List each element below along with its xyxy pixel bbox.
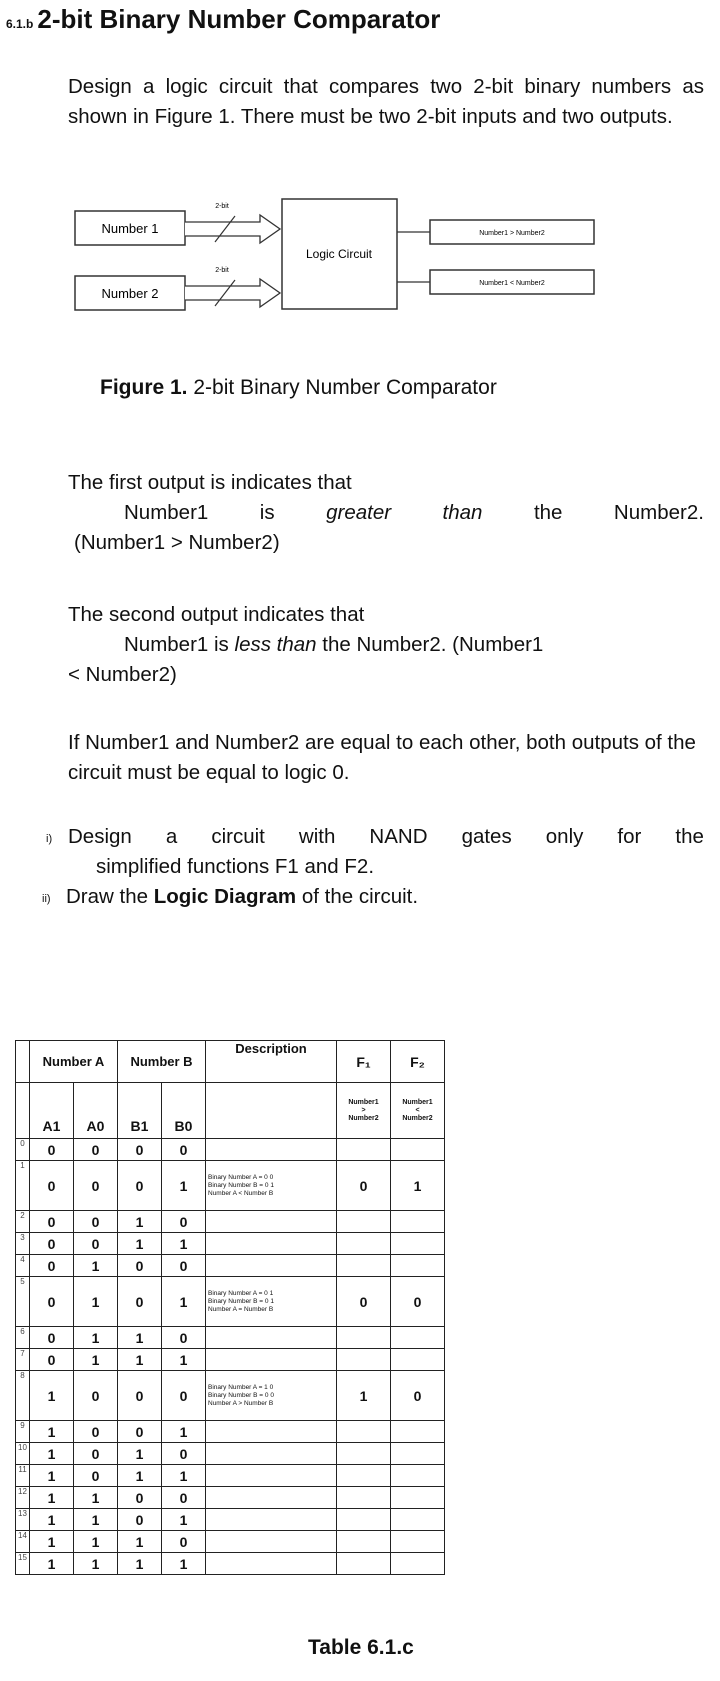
row-index: 3 xyxy=(16,1233,30,1255)
task-ii-marker: ii) xyxy=(42,893,51,905)
cell-a0: 1 xyxy=(74,1509,118,1531)
cell-f1 xyxy=(337,1487,391,1509)
task-ii-bold: Logic Diagram xyxy=(153,885,297,908)
cell-a1: 1 xyxy=(30,1509,74,1531)
task-i-word: Design xyxy=(68,825,132,848)
cell-f2 xyxy=(391,1553,445,1575)
cell-f1: 1 xyxy=(337,1371,391,1421)
truth-table-body xyxy=(16,1139,445,1575)
header-f2: F₂ xyxy=(391,1041,445,1083)
table-subheader-row xyxy=(16,1083,445,1139)
table-row xyxy=(16,1327,445,1349)
cell-b0: 0 xyxy=(162,1371,206,1421)
cell-a0: 1 xyxy=(74,1553,118,1575)
figure-caption xyxy=(100,376,497,400)
cell-a0: 1 xyxy=(74,1531,118,1553)
cell-f2: 0 xyxy=(391,1277,445,1327)
cell-f2 xyxy=(391,1465,445,1487)
cell-b1: 1 xyxy=(118,1553,162,1575)
p1-word: the xyxy=(533,501,563,524)
cell-b1: 0 xyxy=(118,1509,162,1531)
task-i-text xyxy=(68,822,704,852)
cell-description xyxy=(206,1233,337,1255)
cell-b0: 0 xyxy=(162,1443,206,1465)
cell-b1: 0 xyxy=(118,1371,162,1421)
cell-f2 xyxy=(391,1421,445,1443)
row-index: 1 xyxy=(16,1161,30,1211)
task-i-word: NAND xyxy=(369,825,428,848)
cell-b0: 0 xyxy=(162,1211,206,1233)
cell-a1: 1 xyxy=(30,1487,74,1509)
equal-paragraph: If Number1 and Number2 are equal to each other, both outputs of the circuit must be equal to logic 0. xyxy=(68,731,696,784)
cell-b0: 1 xyxy=(162,1465,206,1487)
cell-f1 xyxy=(337,1139,391,1161)
task-i-cont: simplified functions F1 and F2. xyxy=(96,855,375,878)
cell-b1: 1 xyxy=(118,1327,162,1349)
table-row xyxy=(16,1139,445,1161)
table-row xyxy=(16,1509,445,1531)
cell-a0: 1 xyxy=(74,1327,118,1349)
cell-a1: 1 xyxy=(30,1531,74,1553)
cell-a1: 0 xyxy=(30,1139,74,1161)
header-description: Description xyxy=(206,1041,337,1083)
cell-b0: 0 xyxy=(162,1487,206,1509)
cell-description xyxy=(206,1139,337,1161)
cell-a0: 0 xyxy=(74,1233,118,1255)
figure-caption-text: 2-bit Binary Number Comparator xyxy=(193,376,497,399)
cell-b1: 0 xyxy=(118,1161,162,1211)
cell-a0: 0 xyxy=(74,1443,118,1465)
row-index: 9 xyxy=(16,1421,30,1443)
p1-word: Number2. xyxy=(613,501,704,524)
cell-description xyxy=(206,1327,337,1349)
cell-b1: 0 xyxy=(118,1255,162,1277)
cell-b0: 0 xyxy=(162,1139,206,1161)
cell-b1: 1 xyxy=(118,1349,162,1371)
cell-a1: 1 xyxy=(30,1421,74,1443)
table-row xyxy=(16,1211,445,1233)
table-row xyxy=(16,1255,445,1277)
cell-f2: 1 xyxy=(391,1161,445,1211)
task-list xyxy=(42,822,704,912)
cell-f2 xyxy=(391,1233,445,1255)
cell-f1: 0 xyxy=(337,1277,391,1327)
cell-description xyxy=(206,1531,337,1553)
cell-description xyxy=(206,1421,337,1443)
cell-a0: 1 xyxy=(74,1255,118,1277)
cell-a1: 0 xyxy=(30,1255,74,1277)
cell-b0: 1 xyxy=(162,1553,206,1575)
output2-label: Number1 < Number2 xyxy=(479,280,545,287)
row-index: 14 xyxy=(16,1531,30,1553)
task-i-marker: i) xyxy=(46,833,53,845)
row-index: 12 xyxy=(16,1487,30,1509)
intro-paragraph: Design a logic circuit that compares two 2-bit binary numbers as shown in Figure 1. There must be two 2-bit inputs and two outputs. xyxy=(68,75,704,128)
col-b1: B1 xyxy=(118,1083,162,1139)
p2-italic: less than xyxy=(234,633,317,656)
header-number-a: Number A xyxy=(30,1041,118,1083)
cell-f2 xyxy=(391,1327,445,1349)
cell-b0: 1 xyxy=(162,1509,206,1531)
task-ii xyxy=(42,882,704,912)
cell-a1: 0 xyxy=(30,1211,74,1233)
task-ii-post: of the circuit. xyxy=(301,885,419,908)
cell-f1 xyxy=(337,1531,391,1553)
table-row xyxy=(16,1531,445,1553)
cell-b0: 1 xyxy=(162,1421,206,1443)
cell-f1: 0 xyxy=(337,1161,391,1211)
p1-word: is xyxy=(259,501,275,524)
p2-text: Number1 is xyxy=(124,633,229,656)
cell-f1 xyxy=(337,1553,391,1575)
cell-a0: 1 xyxy=(74,1349,118,1371)
subheader-desc xyxy=(206,1083,337,1139)
cell-a1: 0 xyxy=(30,1233,74,1255)
row-index: 5 xyxy=(16,1277,30,1327)
cell-a1: 0 xyxy=(30,1327,74,1349)
truth-table xyxy=(15,1040,445,1575)
cell-f2 xyxy=(391,1211,445,1233)
cell-a0: 0 xyxy=(74,1371,118,1421)
header-f1: F₁ xyxy=(337,1041,391,1083)
p2-line2 xyxy=(68,630,704,660)
p1-word-italic: greater xyxy=(326,501,392,524)
cell-description xyxy=(206,1255,337,1277)
table-row xyxy=(16,1161,445,1211)
p2-text: the Number2. (Number1 xyxy=(322,633,544,656)
first-output-paragraph xyxy=(68,468,704,558)
header-number-b: Number B xyxy=(118,1041,206,1083)
row-index: 11 xyxy=(16,1465,30,1487)
cell-b0: 0 xyxy=(162,1531,206,1553)
bus-label-1: 2-bit xyxy=(215,203,229,210)
p1-line3: (Number1 > Number2) xyxy=(74,531,280,554)
cell-a1: 0 xyxy=(30,1161,74,1211)
header-index xyxy=(16,1041,30,1083)
p2-line3: < Number2) xyxy=(68,663,177,686)
cell-a1: 0 xyxy=(30,1349,74,1371)
cell-description xyxy=(206,1553,337,1575)
cell-b1: 0 xyxy=(118,1487,162,1509)
task-i-word: gates xyxy=(461,825,512,848)
task-i-word: a xyxy=(165,825,178,848)
cell-a0: 0 xyxy=(74,1139,118,1161)
p1-word-italic: than xyxy=(442,501,483,524)
cell-description: Binary Number A = 0 0 Binary Number B = 0 1 Number A < Number B xyxy=(206,1161,337,1211)
cell-a1: 1 xyxy=(30,1465,74,1487)
p1-line2 xyxy=(68,498,704,528)
cell-description xyxy=(206,1509,337,1531)
cell-f1 xyxy=(337,1509,391,1531)
output1-label: Number1 > Number2 xyxy=(479,230,545,237)
number2-label: Number 2 xyxy=(101,286,159,301)
cell-b1: 1 xyxy=(118,1443,162,1465)
table-row xyxy=(16,1233,445,1255)
cell-description xyxy=(206,1443,337,1465)
logic-circuit-label: Logic Circuit xyxy=(305,247,373,261)
task-i-word: circuit xyxy=(211,825,265,848)
cell-a0: 1 xyxy=(74,1277,118,1327)
cell-f1 xyxy=(337,1233,391,1255)
cell-f2 xyxy=(391,1531,445,1553)
cell-a0: 0 xyxy=(74,1465,118,1487)
cell-f1 xyxy=(337,1327,391,1349)
cell-f1 xyxy=(337,1255,391,1277)
cell-a1: 0 xyxy=(30,1277,74,1327)
cell-a1: 1 xyxy=(30,1443,74,1465)
row-index: 2 xyxy=(16,1211,30,1233)
cell-a1: 1 xyxy=(30,1553,74,1575)
cell-a0: 0 xyxy=(74,1211,118,1233)
row-index: 4 xyxy=(16,1255,30,1277)
second-output-paragraph xyxy=(68,600,704,690)
table-row xyxy=(16,1371,445,1421)
col-a1: A1 xyxy=(30,1083,74,1139)
row-index: 6 xyxy=(16,1327,30,1349)
task-i-word: the xyxy=(675,825,704,848)
bus-label-2: 2-bit xyxy=(215,267,229,274)
cell-description xyxy=(206,1211,337,1233)
figure-1-diagram xyxy=(70,196,650,336)
cell-f1 xyxy=(337,1349,391,1371)
cell-f2 xyxy=(391,1487,445,1509)
cell-b0: 1 xyxy=(162,1349,206,1371)
p1-word: Number1 xyxy=(124,501,209,524)
cell-a1: 1 xyxy=(30,1371,74,1421)
p1-line1: The first output is indicates that xyxy=(68,471,352,494)
col-a0: A0 xyxy=(74,1083,118,1139)
subheader-index xyxy=(16,1083,30,1139)
col-b0: B0 xyxy=(162,1083,206,1139)
cell-f1 xyxy=(337,1443,391,1465)
table-row xyxy=(16,1553,445,1575)
cell-b0: 1 xyxy=(162,1161,206,1211)
section-number: 6.1.b xyxy=(6,17,34,31)
cell-f2 xyxy=(391,1139,445,1161)
cell-f1 xyxy=(337,1421,391,1443)
table-row xyxy=(16,1421,445,1443)
table-row xyxy=(16,1465,445,1487)
cell-b0: 0 xyxy=(162,1255,206,1277)
cell-description: Binary Number A = 1 0 Binary Number B = 0 0 Number A > Number B xyxy=(206,1371,337,1421)
cell-description xyxy=(206,1349,337,1371)
cell-f2 xyxy=(391,1443,445,1465)
cell-description xyxy=(206,1465,337,1487)
row-index: 7 xyxy=(16,1349,30,1371)
cell-a0: 0 xyxy=(74,1161,118,1211)
task-i xyxy=(46,822,704,882)
subheader-f1: Number1 > Number2 xyxy=(337,1083,391,1139)
table-header-row xyxy=(16,1041,445,1083)
cell-b1: 0 xyxy=(118,1421,162,1443)
table-row xyxy=(16,1277,445,1327)
cell-f1 xyxy=(337,1211,391,1233)
row-index: 8 xyxy=(16,1371,30,1421)
p2-line1: The second output indicates that xyxy=(68,603,365,626)
number1-label: Number 1 xyxy=(101,221,159,236)
cell-description: Binary Number A = 0 1 Binary Number B = 0 1 Number A = Number B xyxy=(206,1277,337,1327)
cell-b1: 1 xyxy=(118,1531,162,1553)
cell-b0: 1 xyxy=(162,1233,206,1255)
row-index: 0 xyxy=(16,1139,30,1161)
cell-f1 xyxy=(337,1465,391,1487)
subheader-f2: Number1 < Number2 xyxy=(391,1083,445,1139)
cell-b1: 0 xyxy=(118,1277,162,1327)
cell-b1: 0 xyxy=(118,1139,162,1161)
table-row xyxy=(16,1443,445,1465)
cell-f2 xyxy=(391,1255,445,1277)
section-heading xyxy=(6,4,440,35)
row-index: 10 xyxy=(16,1443,30,1465)
cell-description xyxy=(206,1487,337,1509)
cell-b1: 1 xyxy=(118,1211,162,1233)
cell-a0: 1 xyxy=(74,1487,118,1509)
table-row xyxy=(16,1349,445,1371)
task-i-word: only xyxy=(545,825,584,848)
cell-f2 xyxy=(391,1509,445,1531)
task-ii-pre: Draw the xyxy=(66,885,149,908)
table-row xyxy=(16,1487,445,1509)
cell-b1: 1 xyxy=(118,1233,162,1255)
section-title: 2-bit Binary Number Comparator xyxy=(37,4,441,34)
row-index: 13 xyxy=(16,1509,30,1531)
cell-b1: 1 xyxy=(118,1465,162,1487)
cell-a0: 0 xyxy=(74,1421,118,1443)
row-index: 15 xyxy=(16,1553,30,1575)
cell-b0: 1 xyxy=(162,1277,206,1327)
figure-caption-label: Figure 1. xyxy=(100,376,188,399)
cell-b0: 0 xyxy=(162,1327,206,1349)
task-i-word: with xyxy=(298,825,336,848)
cell-f2: 0 xyxy=(391,1371,445,1421)
table-caption: Table 6.1.c xyxy=(308,1636,414,1659)
cell-f2 xyxy=(391,1349,445,1371)
task-i-word: for xyxy=(617,825,642,848)
